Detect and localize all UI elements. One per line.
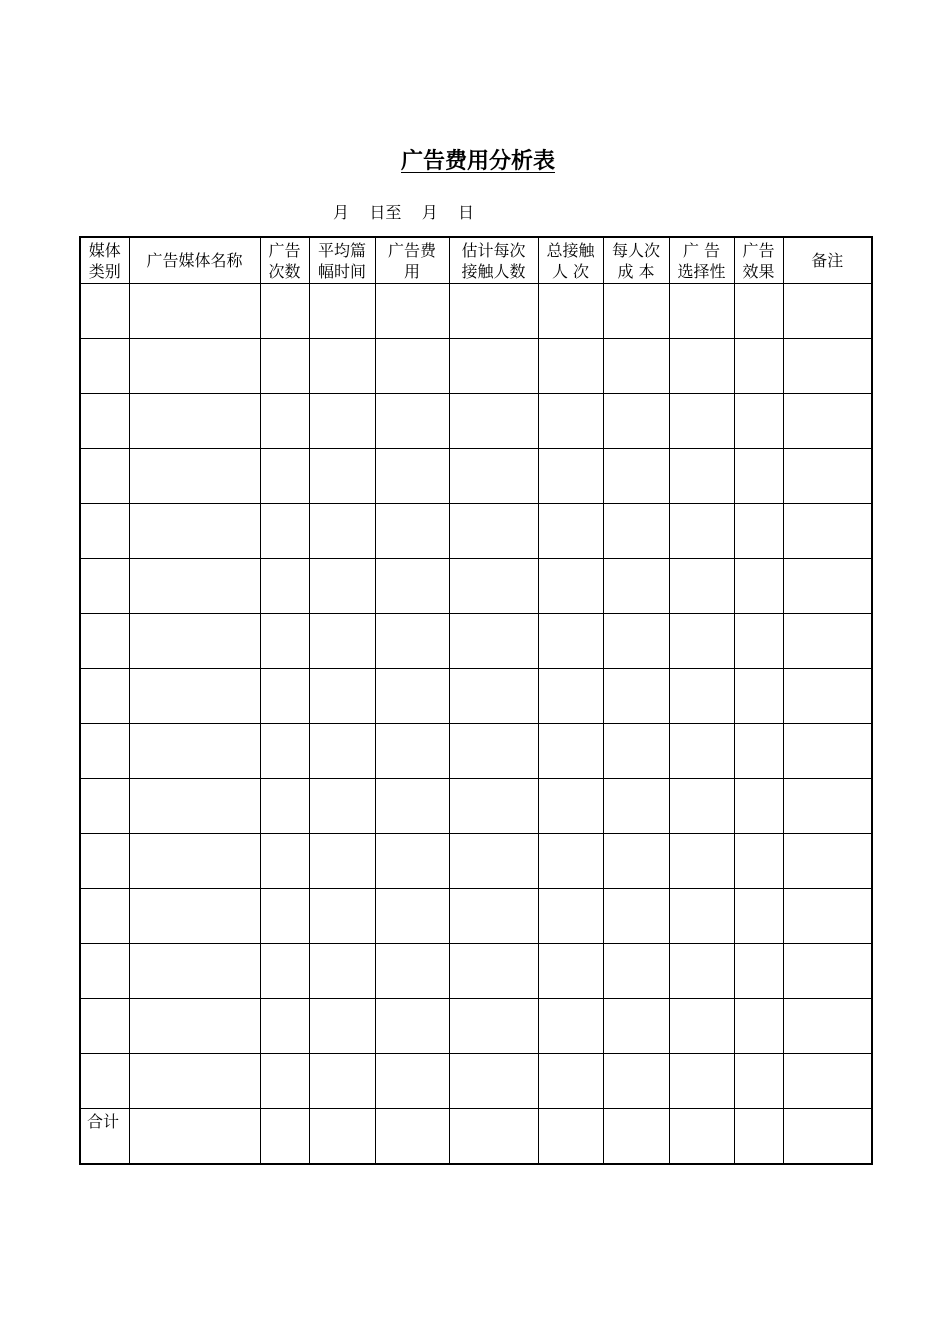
table-cell[interactable] — [309, 614, 375, 669]
table-cell[interactable] — [309, 999, 375, 1054]
table-cell[interactable] — [80, 614, 129, 669]
table-row — [80, 779, 872, 834]
total-cell[interactable] — [603, 1109, 669, 1165]
table-cell[interactable] — [783, 779, 872, 834]
total-cell[interactable] — [538, 1109, 603, 1165]
table-cell[interactable] — [80, 284, 129, 339]
table-cell[interactable] — [538, 504, 603, 559]
table-cell[interactable] — [734, 889, 783, 944]
table-row — [80, 999, 872, 1054]
total-cell[interactable] — [260, 1109, 309, 1165]
header-row — [80, 237, 872, 284]
table-row — [80, 449, 872, 504]
table-cell[interactable] — [734, 504, 783, 559]
table-cell[interactable] — [783, 394, 872, 449]
table-cell[interactable] — [669, 339, 734, 394]
table-cell[interactable] — [129, 999, 260, 1054]
table-cell[interactable] — [538, 999, 603, 1054]
table-cell[interactable] — [309, 394, 375, 449]
table-cell[interactable] — [538, 779, 603, 834]
table-cell[interactable] — [309, 449, 375, 504]
table-cell[interactable] — [375, 834, 449, 889]
table-row — [80, 889, 872, 944]
table-cell[interactable] — [449, 669, 538, 724]
table-cell[interactable] — [260, 504, 309, 559]
table-cell[interactable] — [669, 999, 734, 1054]
table-cell[interactable] — [129, 834, 260, 889]
table-cell[interactable] — [129, 944, 260, 999]
document-title — [0, 146, 950, 178]
table-cell[interactable] — [449, 449, 538, 504]
table-cell[interactable] — [783, 944, 872, 999]
table-cell[interactable] — [449, 834, 538, 889]
table-row — [80, 669, 872, 724]
table-cell[interactable] — [375, 559, 449, 614]
table-cell[interactable] — [603, 394, 669, 449]
table-cell[interactable] — [669, 559, 734, 614]
table-cell[interactable] — [669, 834, 734, 889]
table-row — [80, 394, 872, 449]
table-cell[interactable] — [309, 669, 375, 724]
table-cell[interactable] — [669, 394, 734, 449]
table-cell[interactable] — [375, 339, 449, 394]
table-cell[interactable] — [375, 1054, 449, 1109]
table-cell[interactable] — [129, 614, 260, 669]
table-cell[interactable] — [260, 394, 309, 449]
header-ad-effect: 广告 效果 — [734, 237, 783, 284]
table-cell[interactable] — [260, 339, 309, 394]
table-cell[interactable] — [603, 669, 669, 724]
table-cell[interactable] — [260, 284, 309, 339]
table-cell[interactable] — [734, 724, 783, 779]
table-row — [80, 284, 872, 339]
header-media-name: 广告媒体名称 — [129, 237, 260, 284]
table-row — [80, 559, 872, 614]
table-cell[interactable] — [375, 779, 449, 834]
table-cell[interactable] — [669, 1054, 734, 1109]
header-remarks: 备注 — [783, 237, 872, 284]
table-cell[interactable] — [449, 559, 538, 614]
table-cell[interactable] — [309, 559, 375, 614]
table-cell[interactable] — [538, 669, 603, 724]
table-cell[interactable] — [783, 999, 872, 1054]
table-cell[interactable] — [734, 999, 783, 1054]
table-cell[interactable] — [669, 724, 734, 779]
table-cell[interactable] — [734, 834, 783, 889]
total-row — [80, 1109, 872, 1165]
table-cell[interactable] — [375, 614, 449, 669]
date-range: 月 日至 月 日 — [333, 203, 475, 222]
table-cell[interactable] — [129, 284, 260, 339]
table-cell[interactable] — [375, 449, 449, 504]
table-cell[interactable] — [669, 889, 734, 944]
header-ad-selectivity: 广 告 选择性 — [669, 237, 734, 284]
table-cell[interactable] — [783, 339, 872, 394]
table-cell[interactable] — [449, 1054, 538, 1109]
table-cell[interactable] — [129, 724, 260, 779]
total-cell[interactable] — [449, 1109, 538, 1165]
table-cell[interactable] — [603, 339, 669, 394]
header-ad-cost: 广告费 用 — [375, 237, 449, 284]
table-cell[interactable] — [538, 394, 603, 449]
table-cell[interactable] — [449, 999, 538, 1054]
total-label: 合计 — [87, 1112, 120, 1131]
table-cell[interactable] — [783, 834, 872, 889]
table-cell[interactable] — [260, 449, 309, 504]
table-cell[interactable] — [783, 614, 872, 669]
table-cell[interactable] — [734, 779, 783, 834]
table-cell[interactable] — [129, 889, 260, 944]
table-cell[interactable] — [538, 889, 603, 944]
table-cell[interactable] — [669, 449, 734, 504]
table-cell[interactable] — [309, 889, 375, 944]
table-cell[interactable] — [309, 1054, 375, 1109]
table-cell[interactable] — [260, 724, 309, 779]
table-cell[interactable] — [603, 999, 669, 1054]
table-cell[interactable] — [669, 669, 734, 724]
total-cell[interactable] — [783, 1109, 872, 1165]
table-cell[interactable] — [783, 284, 872, 339]
table-cell[interactable] — [734, 944, 783, 999]
table-cell[interactable] — [734, 669, 783, 724]
table-cell[interactable] — [538, 724, 603, 779]
table-row — [80, 504, 872, 559]
document-title-text: 广告费用分析表 — [400, 149, 555, 174]
table-body — [80, 284, 872, 1109]
table-cell[interactable] — [603, 779, 669, 834]
table-cell[interactable] — [260, 614, 309, 669]
table-cell[interactable] — [80, 669, 129, 724]
table-cell[interactable] — [80, 339, 129, 394]
table-cell[interactable] — [375, 999, 449, 1054]
table-cell[interactable] — [538, 944, 603, 999]
ad-cost-analysis-table — [79, 236, 873, 1165]
table-cell[interactable] — [309, 834, 375, 889]
table-cell[interactable] — [309, 504, 375, 559]
table-cell[interactable] — [80, 834, 129, 889]
table-cell[interactable] — [783, 504, 872, 559]
table-cell[interactable] — [734, 339, 783, 394]
table-cell[interactable] — [538, 1054, 603, 1109]
table-cell[interactable] — [309, 284, 375, 339]
table-cell[interactable] — [260, 1054, 309, 1109]
table-cell[interactable] — [260, 669, 309, 724]
table-cell[interactable] — [603, 724, 669, 779]
table-cell[interactable] — [449, 394, 538, 449]
table-cell[interactable] — [129, 669, 260, 724]
table-cell[interactable] — [449, 339, 538, 394]
table-row — [80, 614, 872, 669]
table-cell[interactable] — [734, 449, 783, 504]
total-cell[interactable] — [734, 1109, 783, 1165]
table-cell[interactable] — [80, 944, 129, 999]
table-cell[interactable] — [449, 614, 538, 669]
table-cell[interactable] — [783, 669, 872, 724]
table-cell[interactable] — [449, 284, 538, 339]
table-cell[interactable] — [734, 614, 783, 669]
table-cell[interactable] — [734, 394, 783, 449]
table-cell[interactable] — [538, 339, 603, 394]
table-cell[interactable] — [129, 1054, 260, 1109]
table-cell[interactable] — [129, 559, 260, 614]
header-cost-per-person: 每人次 成 本 — [603, 237, 669, 284]
table-cell[interactable] — [538, 834, 603, 889]
table-cell[interactable] — [603, 504, 669, 559]
total-cell[interactable] — [669, 1109, 734, 1165]
table-cell[interactable] — [783, 1054, 872, 1109]
table-cell[interactable] — [375, 889, 449, 944]
table-row — [80, 724, 872, 779]
table-cell[interactable] — [80, 724, 129, 779]
header-total-reach: 总接触 人 次 — [538, 237, 603, 284]
table-cell[interactable] — [783, 724, 872, 779]
table-cell[interactable] — [260, 834, 309, 889]
table-cell[interactable] — [260, 999, 309, 1054]
table-cell[interactable] — [129, 779, 260, 834]
table-cell[interactable] — [129, 394, 260, 449]
table-cell[interactable] — [309, 944, 375, 999]
table-cell[interactable] — [129, 449, 260, 504]
table-cell[interactable] — [603, 834, 669, 889]
table-row — [80, 1054, 872, 1109]
table-row — [80, 834, 872, 889]
table-cell[interactable] — [603, 614, 669, 669]
table-cell[interactable] — [80, 889, 129, 944]
table-row — [80, 944, 872, 999]
table-cell[interactable] — [375, 504, 449, 559]
table-cell[interactable] — [734, 559, 783, 614]
table-cell[interactable] — [260, 559, 309, 614]
header-media-category: 媒体 类别 — [80, 237, 129, 284]
table-cell[interactable] — [449, 889, 538, 944]
table-cell[interactable] — [80, 394, 129, 449]
header-avg-space-time: 平均篇 幅时间 — [309, 237, 375, 284]
table-cell[interactable] — [603, 449, 669, 504]
table-cell[interactable] — [603, 1054, 669, 1109]
table-cell[interactable] — [449, 779, 538, 834]
table-cell[interactable] — [669, 284, 734, 339]
table-cell[interactable] — [80, 1054, 129, 1109]
table-cell[interactable] — [783, 449, 872, 504]
table-cell[interactable] — [80, 449, 129, 504]
header-est-reach-per-ad: 估计每次 接触人数 — [449, 237, 538, 284]
table-cell[interactable] — [538, 284, 603, 339]
table-cell[interactable] — [80, 504, 129, 559]
total-cell[interactable] — [129, 1109, 260, 1165]
table-cell[interactable] — [80, 999, 129, 1054]
table-cell[interactable] — [669, 614, 734, 669]
table-cell[interactable] — [603, 944, 669, 999]
table-cell[interactable] — [538, 559, 603, 614]
table-cell[interactable] — [129, 339, 260, 394]
table-row — [80, 339, 872, 394]
table-cell[interactable] — [375, 394, 449, 449]
table-cell[interactable] — [603, 889, 669, 944]
table-cell[interactable] — [260, 889, 309, 944]
table-cell[interactable] — [669, 504, 734, 559]
table-cell[interactable] — [129, 504, 260, 559]
table-cell[interactable] — [449, 944, 538, 999]
table-cell[interactable] — [669, 944, 734, 999]
table-cell[interactable] — [449, 504, 538, 559]
table-cell[interactable] — [603, 284, 669, 339]
table-cell[interactable] — [375, 944, 449, 999]
table-cell[interactable] — [449, 724, 538, 779]
table-cell[interactable] — [734, 284, 783, 339]
table-cell[interactable] — [375, 284, 449, 339]
header-ad-count: 广告 次数 — [260, 237, 309, 284]
table-cell[interactable] — [260, 779, 309, 834]
table-cell[interactable] — [80, 779, 129, 834]
table-cell[interactable] — [375, 669, 449, 724]
table-cell[interactable] — [309, 724, 375, 779]
table-cell[interactable] — [783, 559, 872, 614]
table-cell[interactable] — [375, 724, 449, 779]
total-cell[interactable] — [375, 1109, 449, 1165]
table-cell[interactable] — [80, 559, 129, 614]
table-cell[interactable] — [309, 779, 375, 834]
table-cell[interactable] — [538, 614, 603, 669]
table-cell[interactable] — [260, 944, 309, 999]
table-cell[interactable] — [669, 779, 734, 834]
total-cell[interactable] — [309, 1109, 375, 1165]
table-cell[interactable] — [603, 559, 669, 614]
table-cell[interactable] — [309, 339, 375, 394]
table-cell[interactable] — [734, 1054, 783, 1109]
total-label-cell[interactable] — [80, 1109, 129, 1165]
table-cell[interactable] — [538, 449, 603, 504]
table-cell[interactable] — [783, 889, 872, 944]
